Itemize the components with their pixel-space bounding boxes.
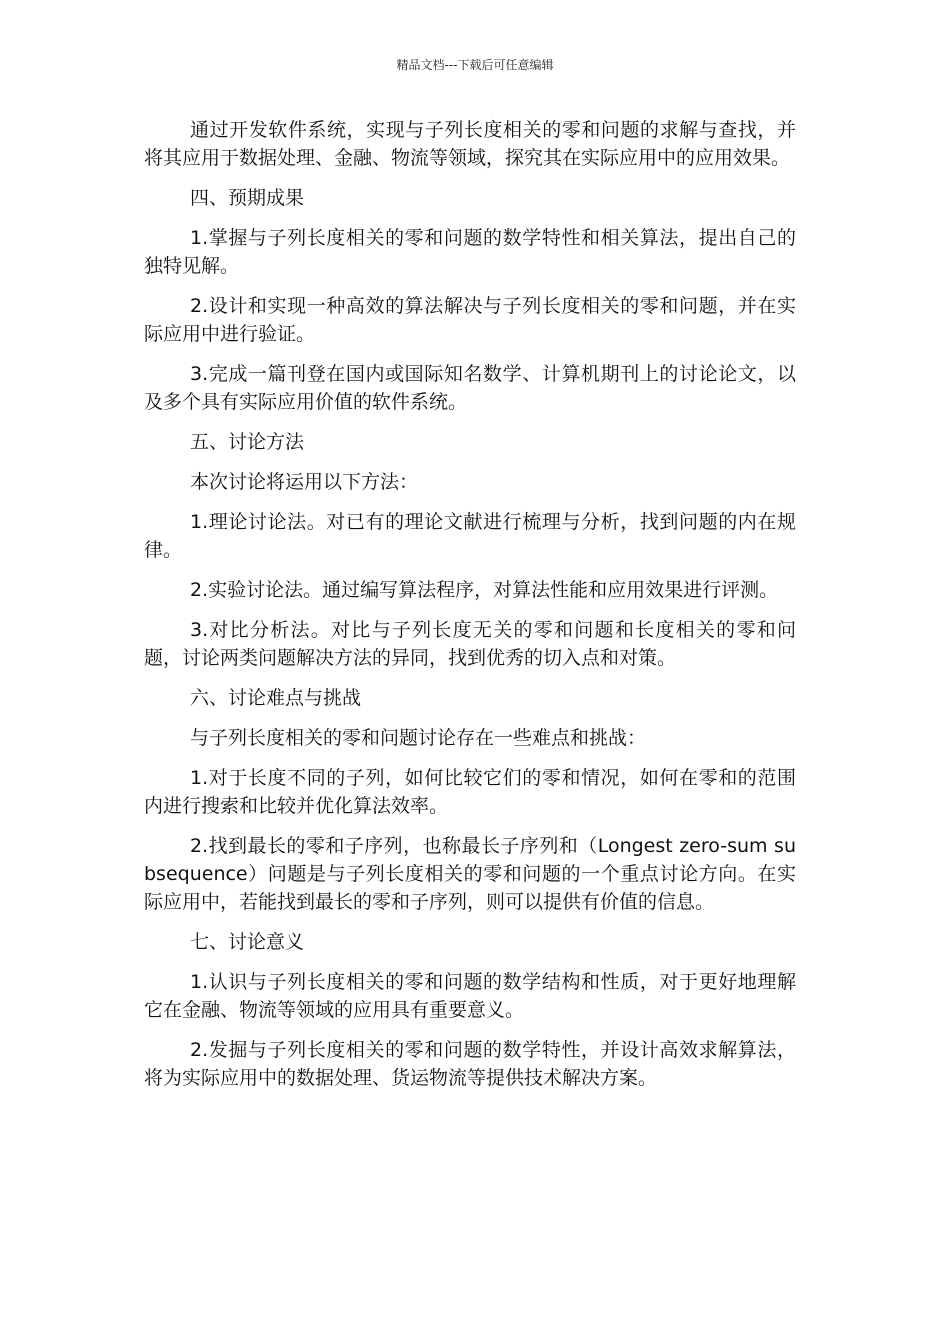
paragraph-result-3: 3.完成一篇刊登在国内或国际知名数学、计算机期刊上的讨论论文，以及多个具有实际应用价值的软件系统。 (144, 363, 796, 413)
paragraph-method-2: 2.实验讨论法。通过编写算法程序，对算法性能和应用效果进行评测。 (190, 579, 779, 601)
paragraph-significance-2: 2.发掘与子列长度相关的零和问题的数学特性，并设计高效求解算法，将为实际应用中的数据处理、货运物流等提供技术解决方案。 (144, 1039, 796, 1089)
paragraph-intro: 通过开发软件系统，实现与子列长度相关的零和问题的求解与查找，并将其应用于数据处理、金融、物流等领域，探究其在实际应用中的应用效果。 (144, 119, 796, 169)
paragraph-challenge-2: 2.找到最长的零和子序列，也称最长子序列和（Longest zero-sum subsequence）问题是与子列长度相关的零和问题的一个重点讨论方向。在实际应用中，若能找到最长的零和子序列，则可以提供有价值的信息。 (144, 835, 796, 913)
paragraph-methods-intro: 本次讨论将运用以下方法： (190, 471, 419, 493)
paragraph-result-1: 1.掌握与子列长度相关的零和问题的数学特性和相关算法，提出自己的独特见解。 (144, 227, 796, 277)
section-heading-expected-results: 四、预期成果 (190, 187, 305, 209)
section-heading-challenges: 六、讨论难点与挑战 (190, 687, 362, 709)
section-heading-methods: 五、讨论方法 (190, 431, 305, 453)
document-body (144, 116, 796, 1104)
paragraph-significance-1: 1.认识与子列长度相关的零和问题的数学结构和性质，对于更好地理解它在金融、物流等领域的应用具有重要意义。 (144, 971, 796, 1021)
section-heading-significance: 七、讨论意义 (190, 931, 305, 953)
paragraph-method-3: 3.对比分析法。对比与子列长度无关的零和问题和长度相关的零和问题，讨论两类问题解决方法的异同，找到优秀的切入点和对策。 (144, 619, 796, 669)
page-header: 精品文档---下载后可任意编辑 (396, 58, 554, 72)
paragraph-challenge-1: 1.对于长度不同的子列，如何比较它们的零和情况，如何在零和的范围内进行搜索和比较并优化算法效率。 (144, 767, 796, 817)
paragraph-result-2: 2.设计和实现一种高效的算法解决与子列长度相关的零和问题，并在实际应用中进行验证。 (144, 295, 796, 345)
paragraph-challenges-intro: 与子列长度相关的零和问题讨论存在一些难点和挑战： (190, 727, 647, 749)
paragraph-method-1: 1.理论讨论法。对已有的理论文献进行梳理与分析，找到问题的内在规律。 (144, 511, 796, 561)
